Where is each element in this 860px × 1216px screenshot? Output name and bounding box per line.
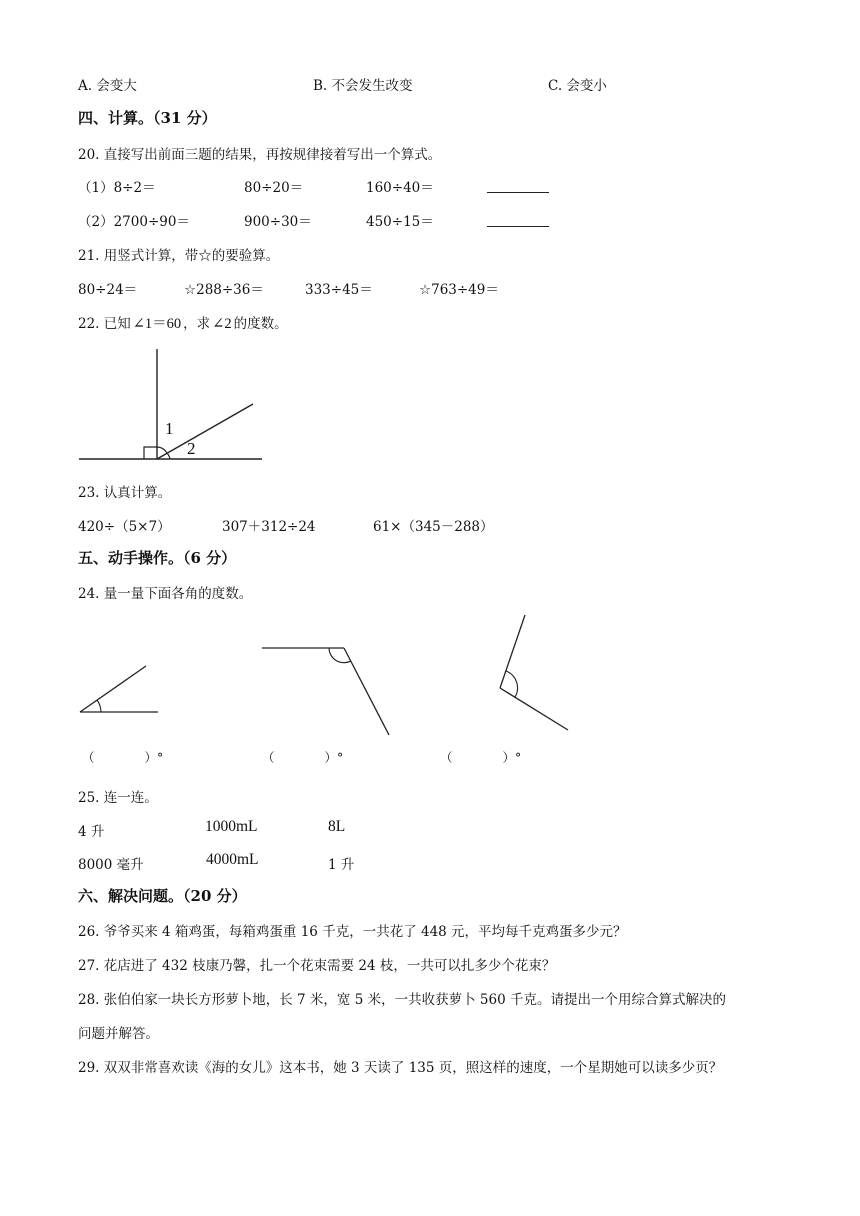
q24-answer-1[interactable]: （ ）° — [82, 750, 164, 765]
q23-item-2: 307＋312÷24 — [222, 519, 316, 535]
q25-r1-c2: 1000mL — [205, 818, 258, 835]
q22-angle-figure — [79, 349, 262, 459]
q20-r1-c2: 80÷20＝ — [244, 180, 304, 196]
q20-r1-c3: 160÷40＝ — [366, 180, 434, 196]
q27-text: 27. 花店进了 432 枝康乃馨，扎一个花束需要 24 枝，一共可以扎多少个花束？ — [78, 958, 556, 974]
q26-text: 26. 爷爷买来 4 箱鸡蛋，每箱鸡蛋重 16 千克，一共花了 448 元，平均每千克鸡蛋多少元？ — [78, 924, 627, 940]
q23-item-3: 61×（345－288） — [373, 519, 494, 535]
q20-r2-c2: 900÷30＝ — [244, 214, 312, 230]
q25-r2-c3: 1 升 — [328, 857, 355, 873]
option-c: C. 会变小 — [548, 78, 607, 94]
q21-prompt: 21. 用竖式计算，带☆的要验算。 — [78, 248, 280, 264]
q21-item-3: 333÷45＝ — [305, 282, 373, 298]
q21-item-4: ☆763÷49＝ — [419, 282, 499, 298]
q21-item-1: 80÷24＝ — [78, 282, 138, 298]
q20-r2-c1: （2）2700÷90＝ — [78, 214, 190, 230]
q25-r2-c1: 8000 毫升 — [78, 857, 144, 873]
q25-r2-c2: 4000mL — [206, 851, 259, 868]
option-b: B. 不会发生改变 — [313, 78, 413, 94]
q20-r1-c1: （1）8÷2＝ — [78, 180, 156, 196]
q28-line-2: 问题并解答。 — [78, 1026, 159, 1042]
q22-prompt: 22. 已知 ∠1＝60 ，求 ∠2 的度数。 — [78, 316, 288, 332]
q23-prompt: 23. 认真计算。 — [78, 485, 172, 501]
q24-angle-1 — [80, 666, 158, 712]
q20-r2-c3: 450÷15＝ — [366, 214, 434, 230]
q24-answer-2[interactable]: （ ）° — [262, 750, 344, 765]
angle-2-label: 2 — [187, 439, 196, 458]
q25-prompt: 25. 连一连。 — [78, 790, 158, 806]
q24-answer-3[interactable]: （ ）° — [440, 750, 522, 765]
section-4-title: 四、计算。（31 分） — [78, 109, 217, 127]
q21-item-2: ☆288÷36＝ — [184, 282, 264, 298]
section-5-title: 五、动手操作。（6 分） — [78, 549, 237, 567]
q29-text: 29. 双双非常喜欢读《海的女儿》这本书，她 3 天读了 135 页，照这样的速度，一个星期她可以读多少页？ — [78, 1060, 723, 1076]
q28-line-1: 28. 张伯伯家一块长方形萝卜地，长 7 米，宽 5 米，一共收获萝卜 560 千克。请提出一个用综合算式解决的 — [78, 992, 726, 1008]
q24-prompt: 24. 量一量下面各角的度数。 — [78, 586, 253, 602]
option-a: A. 会变大 — [78, 78, 137, 94]
section-6-title: 六、解决问题。（20 分） — [78, 887, 247, 905]
angle-1-label: 1 — [165, 419, 174, 438]
q25-r1-c3: 8L — [328, 818, 346, 835]
q23-item-1: 420÷（5×7） — [78, 519, 171, 535]
q24-angle-3 — [500, 615, 568, 730]
q20-prompt: 20. 直接写出前面三题的结果，再按规律接着写出一个算式。 — [78, 147, 442, 163]
q24-angle-2 — [262, 648, 389, 735]
q25-r1-c1: 4 升 — [78, 824, 105, 840]
